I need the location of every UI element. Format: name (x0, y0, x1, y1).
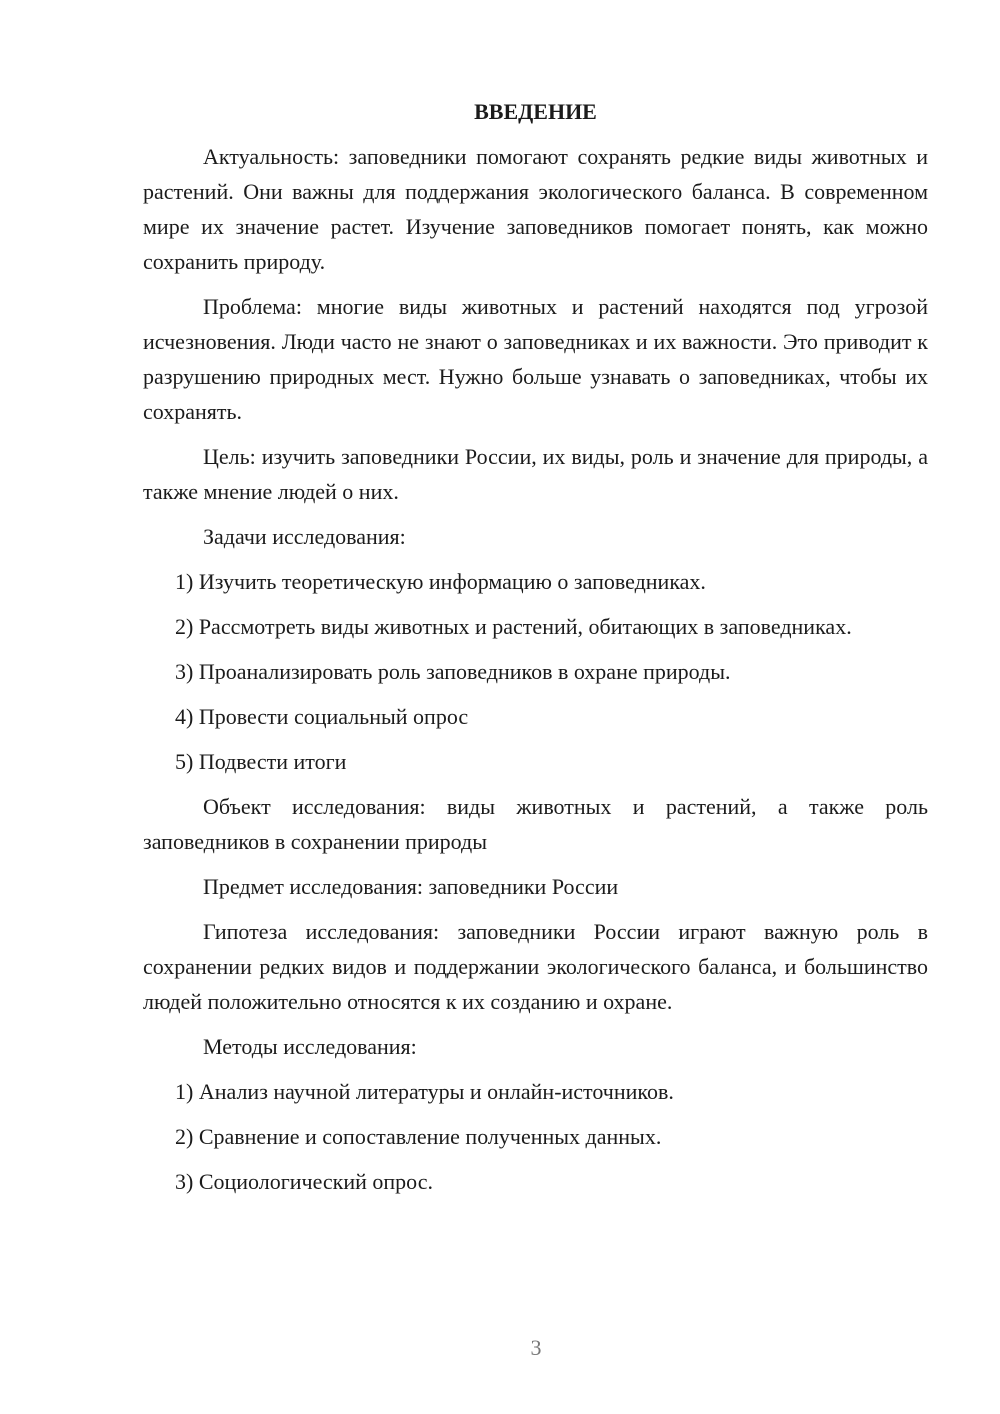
method-item: 1) Анализ научной литературы и онлайн-источников. (175, 1079, 674, 1104)
method-item: 2) Сравнение и сопоставление полученных данных. (175, 1124, 662, 1149)
paragraph-relevance: Актуальность: заповедники помогают сохранять редкие виды животных и растений. Они важны для поддержания экологического баланса. В современном мире их значение растет. Изучение заповедников помогает понять, как можно сохранить природу. (143, 144, 928, 274)
task-item: 5) Подвести итоги (175, 749, 347, 774)
methods-heading: Методы исследования: (203, 1034, 417, 1059)
task-item: 2) Рассмотреть виды животных и растений, обитающих в заповедниках. (175, 614, 852, 639)
task-item: 3) Проанализировать роль заповедников в охране природы. (175, 659, 731, 684)
task-item: 1) Изучить теоретическую информацию о заповедниках. (175, 569, 706, 594)
page-number: 3 (530, 1335, 542, 1360)
task-item: 4) Провести социальный опрос (175, 704, 469, 729)
paragraph-goal: Цель: изучить заповедники России, их виды, роль и значение для природы, а также мнение людей о них. (143, 444, 928, 504)
paragraph-object: Объект исследования: виды животных и растений, а также роль заповедников в сохранении природы (143, 794, 928, 854)
section-title: ВВЕДЕНИЕ (474, 99, 597, 124)
paragraph-hypothesis: Гипотеза исследования: заповедники России играют важную роль в сохранении редких видов и поддержании экологического баланса, и большинство людей положительно относятся к их созданию и охране. (143, 919, 928, 1014)
method-item: 3) Социологический опрос. (175, 1169, 433, 1194)
paragraph-problem: Проблема: многие виды животных и растений находятся под угрозой исчезновения. Люди часто не знают о заповедниках и их важности. Это приводит к разрушению природных мест. Нужно больше узнавать о заповедниках, чтобы их сохранять. (143, 294, 928, 424)
paragraph-subject: Предмет исследования: заповедники России (203, 874, 619, 899)
tasks-heading: Задачи исследования: (203, 524, 406, 549)
page-content (143, 94, 928, 1209)
